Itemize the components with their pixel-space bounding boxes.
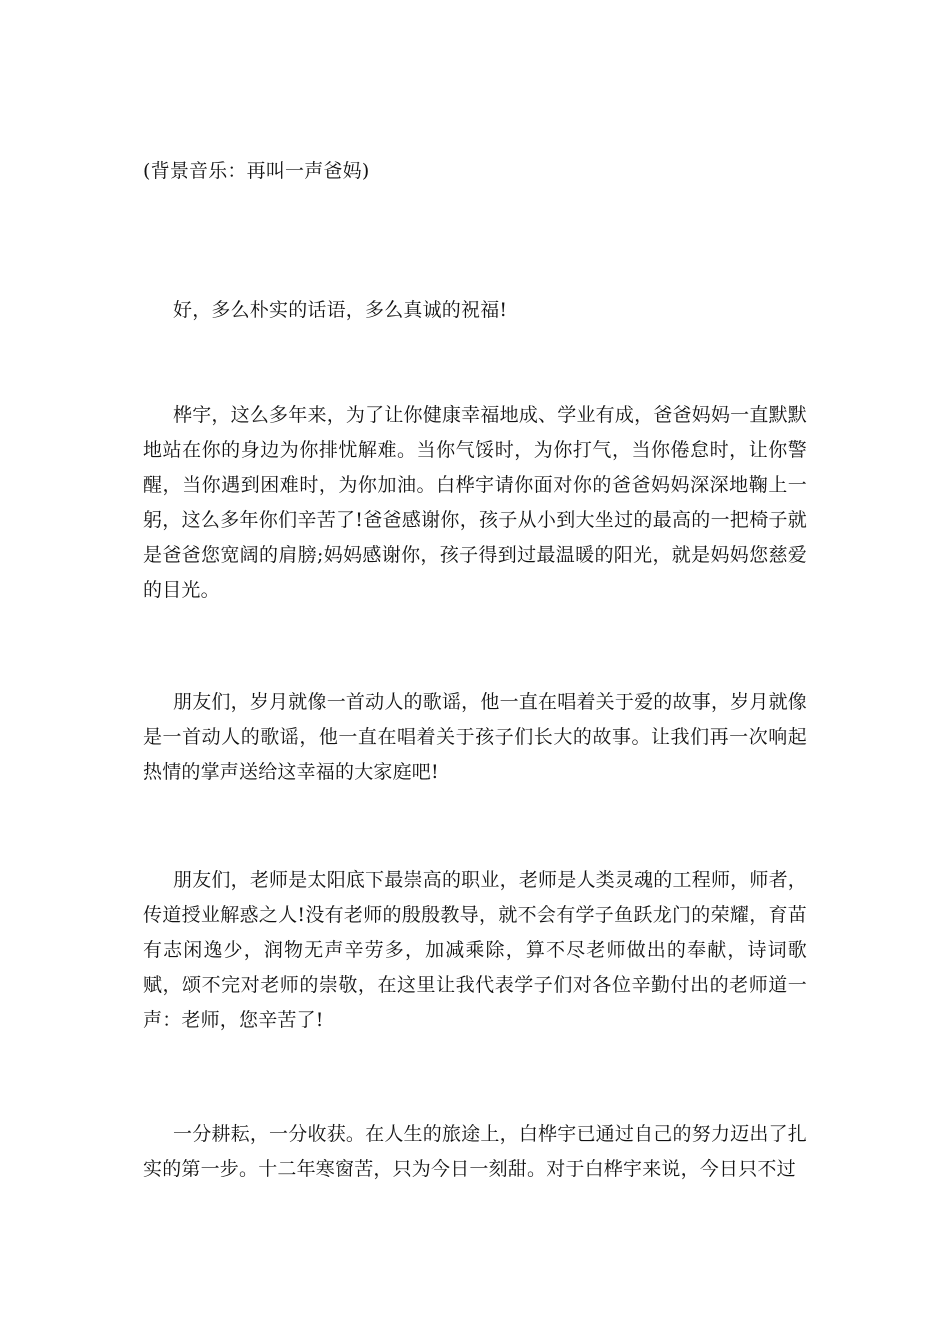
paragraph-background-music: (背景音乐：再叫一声爸妈): [143, 160, 370, 182]
paragraph-teachers-thanks: 朋友们，老师是太阳底下最崇高的职业，老师是人类灵魂的工程师，师者，传道授业解惑之人!没有老师的殷殷教导，就不会有学子鱼跃龙门的荣耀，育苗有志闲逸少，润物无声辛劳多，加减乘除，算不尽老师做出的奉献，诗词歌赋，颂不完对老师的崇敬，在这里让我代表学子们对各位辛勤付出的老师道一声：老师，您辛苦了!: [143, 869, 807, 1031]
paragraph-blessing: 好，多么朴实的话语，多么真诚的祝福!: [173, 299, 508, 321]
paragraph-years-song: 朋友们，岁月就像一首动人的歌谣，他一直在唱着关于爱的故事，岁月就像是一首动人的歌谣，他一直在唱着关于孩子们长大的故事。让我们再一次响起热情的掌声送给这幸福的大家庭吧!: [143, 691, 807, 783]
paragraph-effort-harvest: 一分耕耘，一分收获。在人生的旅途上，白桦宇已通过自己的努力迈出了扎实的第一步。十二年寒窗苦，只为今日一刻甜。对于白桦宇来说，今日只不过: [143, 1123, 807, 1180]
paragraph-parents-thanks: 桦宇，这么多年来，为了让你健康幸福地成、学业有成，爸爸妈妈一直默默地站在你的身边为你排忧解难。当你气馁时，为你打气，当你倦怠时，让你警醒，当你遇到困难时，为你加油。白桦宇请你面对你的爸爸妈妈深深地鞠上一躬，这么多年你们辛苦了!爸爸感谢你，孩子从小到大坐过的最高的一把椅子就是爸爸您宽阔的肩膀;妈妈感谢你，孩子得到过最温暖的阳光，就是妈妈您慈爱的目光。: [143, 404, 807, 601]
